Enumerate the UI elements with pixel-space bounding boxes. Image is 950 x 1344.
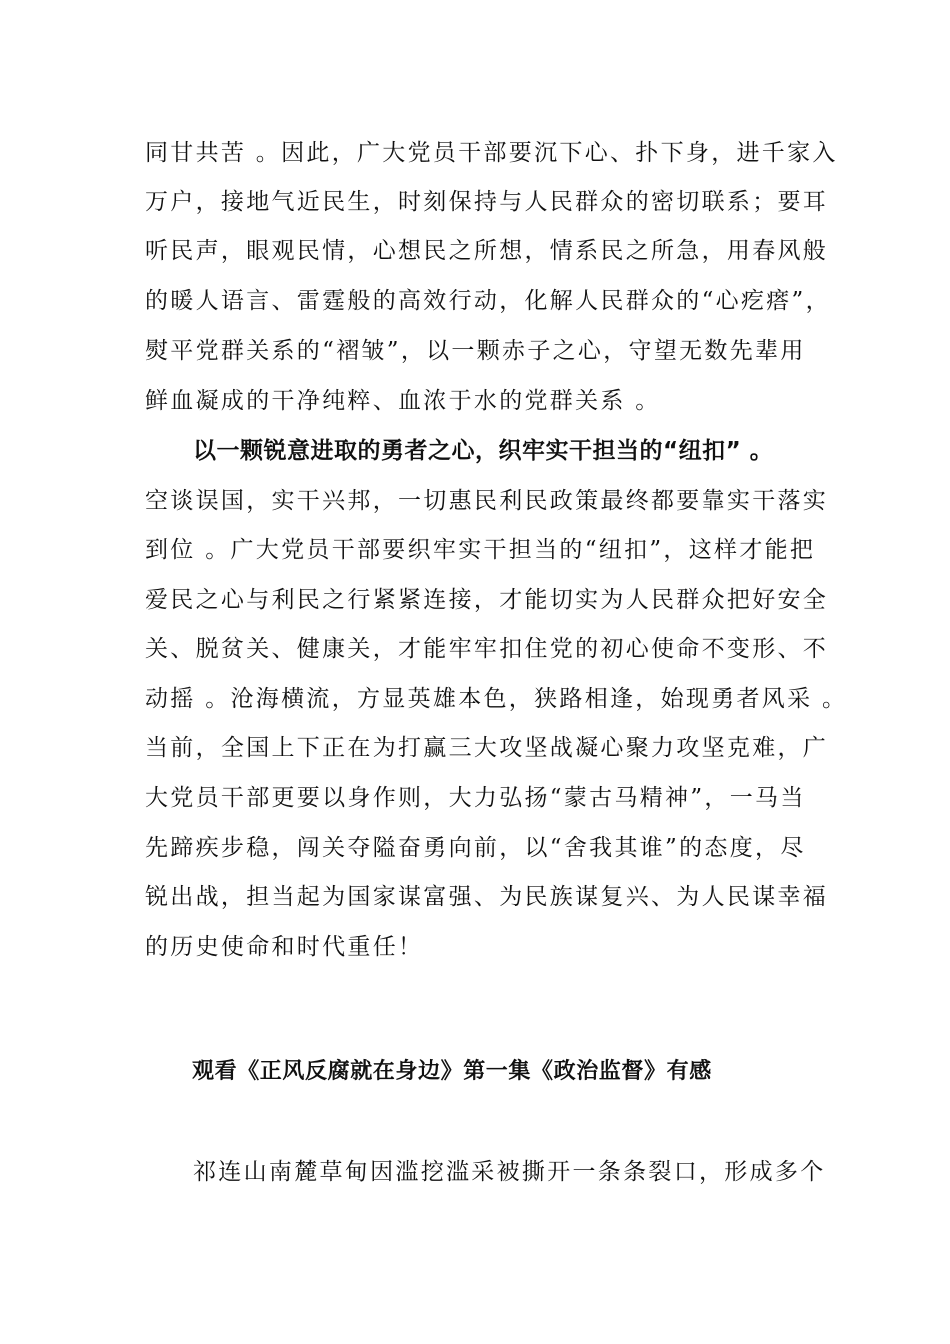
text-line: 先蹄疾步稳，闯关夺隘奋勇向前，以“舍我其谁”的态度，尽 (145, 835, 806, 861)
text-line: 到位 。广大党员干部要织牢实干担当的“纽扣”，这样才能把 (145, 537, 816, 563)
text-line: 关、脱贫关、健康关，才能牢牢扣住党的初心使命不变形、不 (145, 636, 829, 662)
article-title: 观看《正风反腐就在身边》第一集《政治监督》有感 (192, 1059, 712, 1084)
text-line: 的暖人语言、雷霆般的高效行动，化解人民群众的“心疙瘩”， (145, 288, 831, 314)
text-line: 同甘共苦 。因此，广大党员干部要沉下心、扑下身，进千家入 (145, 140, 838, 166)
paragraph-heading: 以一颗锐意进取的勇者之心，织牢实干担当的“纽扣” 。 (193, 438, 774, 464)
text-line: 大党员干部更要以身作则，大力弘扬“蒙古马精神”，一马当 (145, 785, 806, 811)
text-line: 动摇 。沧海横流，方显英雄本色，狭路相逢，始现勇者风采 。 (145, 686, 848, 712)
text-line: 当前，全国上下正在为打赢三大攻坚战凝心聚力攻坚克难，广 (145, 735, 829, 761)
text-line: 鲜血凝成的干净纯粹、血浓于水的党群关系 。 (145, 388, 661, 414)
text-line: 听民声，眼观民情，心想民之所想，情系民之所急，用春风般 (145, 238, 829, 264)
article-first-line: 祁连山南麓草甸因滥挖滥采被撕开一条条裂口，形成多个 (193, 1159, 826, 1185)
text-line: 爱民之心与利民之行紧紧连接，才能切实为人民群众把好安全 (145, 587, 829, 613)
text-line: 锐出战，担当起为国家谋富强、为民族谋复兴、为人民谋幸福 (145, 884, 829, 910)
text-line: 万户，接地气近民生，时刻保持与人民群众的密切联系；要耳 (145, 189, 829, 215)
text-line: 空谈误国，实干兴邦，一切惠民利民政策最终都要靠实干落实 (145, 488, 829, 514)
text-line: 熨平党群关系的“褶皱”，以一颗赤子之心，守望无数先辈用 (145, 338, 806, 364)
text-line: 的历史使命和时代重任！ (145, 934, 424, 960)
